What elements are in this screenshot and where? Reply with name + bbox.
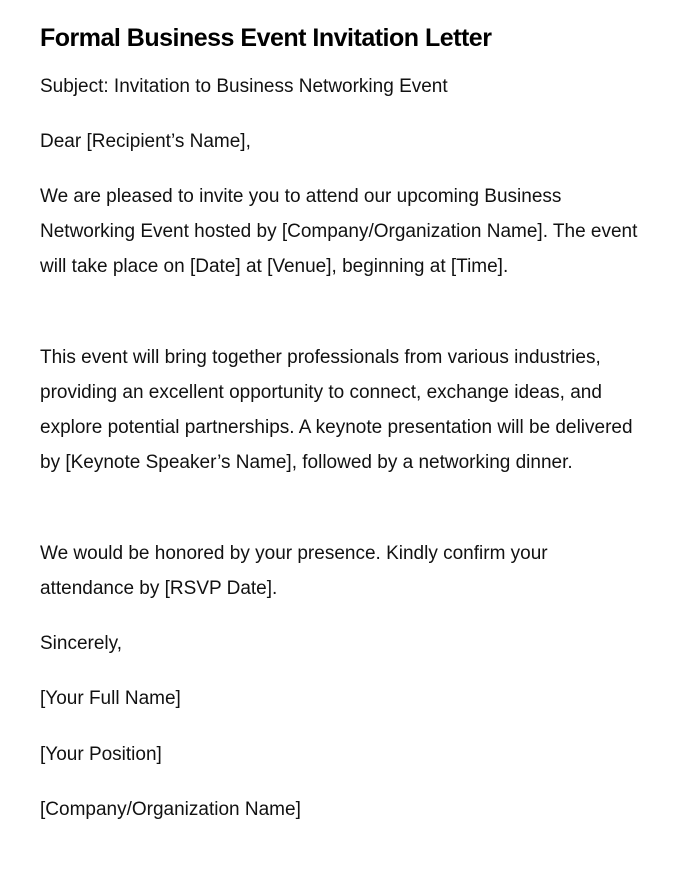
salutation: Dear [Recipient’s Name], bbox=[40, 131, 251, 152]
paragraph-invitation: We are pleased to invite you to attend our upcoming Business Networking Event hosted by [Company/Organization Name]. The event will take place on [Date] at [Venue], beginning at [Time]. bbox=[40, 186, 638, 277]
paragraph-rsvp: We would be honored by your presence. Kindly confirm your attendance by [RSVP Date]. bbox=[40, 543, 548, 599]
closing: Sincerely, bbox=[40, 633, 123, 654]
signature-name: [Your Full Name] bbox=[40, 688, 181, 709]
document-title: Formal Business Event Invitation Letter bbox=[40, 24, 492, 52]
signature-organization: [Company/Organization Name] bbox=[40, 799, 301, 820]
subject-line: Subject: Invitation to Business Networking Event bbox=[40, 76, 448, 97]
paragraph-event-details: This event will bring together professionals from various industries, providing an excellent opportunity to connect, exchange ideas, and explore potential partnerships. A keynote presentation will be delivered by [Keynote Speaker’s Name], followed by a networking dinner. bbox=[40, 347, 633, 473]
signature-position: [Your Position] bbox=[40, 744, 162, 765]
